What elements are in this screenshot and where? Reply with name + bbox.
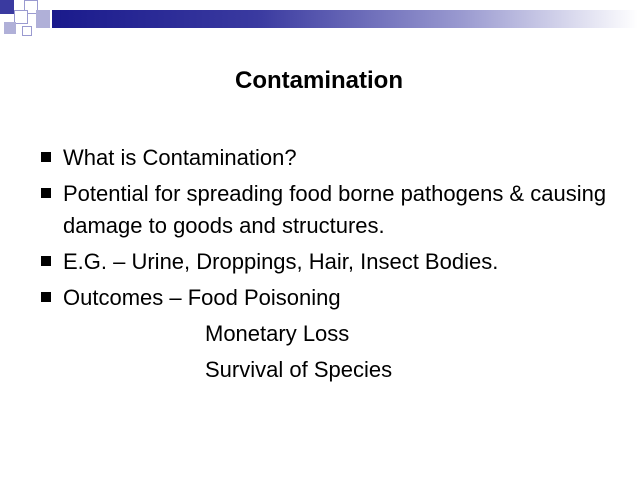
bullet-text: Outcomes – Food Poisoning xyxy=(63,285,341,310)
header-square xyxy=(14,10,28,24)
bullet-item xyxy=(38,142,618,174)
bullet-text: E.G. – Urine, Droppings, Hair, Insect Bodies. xyxy=(63,249,499,274)
header-square xyxy=(36,10,50,28)
outcome-continuation: Survival of Species xyxy=(205,357,393,382)
square-bullet-icon xyxy=(41,152,51,162)
bullet-text: Potential for spreading food borne pathogens & causing damage to goods and structures. xyxy=(63,181,607,238)
square-bullet-icon xyxy=(41,292,51,302)
square-bullet-icon xyxy=(41,256,51,266)
square-bullet-icon xyxy=(41,188,51,198)
bullet-item xyxy=(38,178,618,242)
bullet-item xyxy=(38,246,618,278)
bullet-item xyxy=(38,282,618,386)
header-band xyxy=(52,10,638,28)
header-square xyxy=(0,0,14,14)
header-square xyxy=(4,22,16,34)
outcome-continuation: Monetary Loss xyxy=(205,321,350,346)
slide-title: Contamination xyxy=(235,67,403,94)
bullet-text: What is Contamination? xyxy=(63,145,297,170)
bullet-list xyxy=(38,142,618,390)
header-square xyxy=(22,26,32,36)
